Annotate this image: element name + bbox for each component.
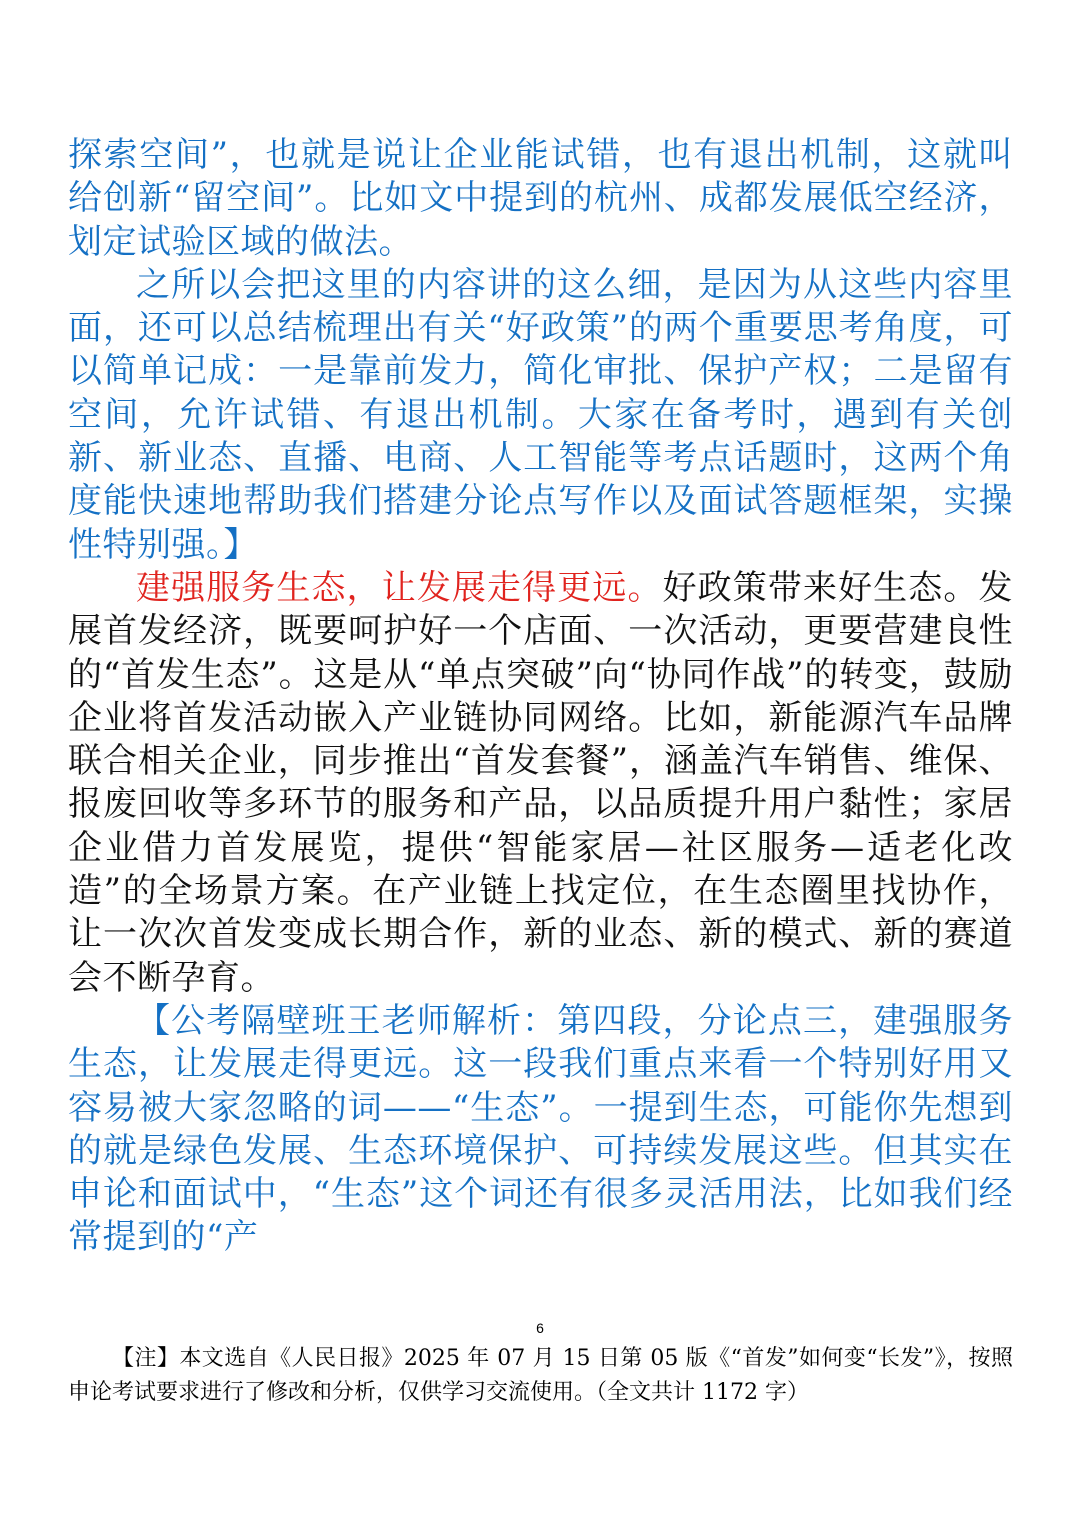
article-paragraph-body: 好政策带来好生态。发展首发经济，既要呵护好一个店面、一次活动，更要营建良性的“首发生态”。这是从“单点突破”向“协同作战”的转变，鼓励企业将首发活动嵌入产业链协同网络。比如，新能源汽车品牌联合相关企业，同步推出“首发套餐”，涵盖汽车销售、维保、报废回收等多环节的服务和产品，以品质提升用户黏性；家居企业借力首发展览，提供“智能家居—社区服务—适老化改造”的全场景方案。在产业链上找定位，在生态圈里找协作，让一次次首发变成长期合作，新的业态、新的模式、新的赛道会不断孕育。 bbox=[68, 567, 1013, 998]
analysis-paragraph-summary: 之所以会把这里的内容讲的这么细，是因为从这些内容里面，还可以总结梳理出有关“好政策”的两个重要思考角度，可以简单记成：一是靠前发力，简化审批、保护产权；二是留有空间，允许试错、有退出机制。大家在备考时，遇到有关创新、新业态、直播、电商、人工智能等考点话题时，这两个角度能快速地帮助我们搭建分论点写作以及面试答题框架，实操性特别强。】 bbox=[68, 264, 1013, 565]
article-body bbox=[68, 134, 1013, 1260]
page-number: 6 bbox=[536, 1320, 544, 1336]
footnote: 【注】本文选自《人民日报》2025 年 07 月 15 日第 05 版《“首发”如何变“长发”》，按照申论考试要求进行了修改和分析，仅供学习交流使用。（全文共计 1172 字） bbox=[68, 1346, 1013, 1405]
analysis-paragraph-continued: 探索空间”，也就是说让企业能试错，也有退出机制，这就叫给创新“留空间”。比如文中提到的杭州、成都发展低空经济，划定试验区域的做法。 bbox=[68, 135, 1013, 262]
article-paragraph-four bbox=[68, 567, 1013, 1000]
section-heading: 建强服务生态，让发展走得更远。 bbox=[136, 567, 663, 608]
analysis-paragraph-four: 【公考隔壁班王老师解析：第四段，分论点三，建强服务生态，让发展走得更远。这一段我们重点来看一个特别好用又容易被大家忽略的词——“生态”。一提到生态，可能你先想到的就是绿色发展、生态环境保护、可持续发展这些。但其实在申论和面试中，“生态”这个词还有很多灵活用法，比如我们经常提到的“产 bbox=[68, 1000, 1013, 1258]
